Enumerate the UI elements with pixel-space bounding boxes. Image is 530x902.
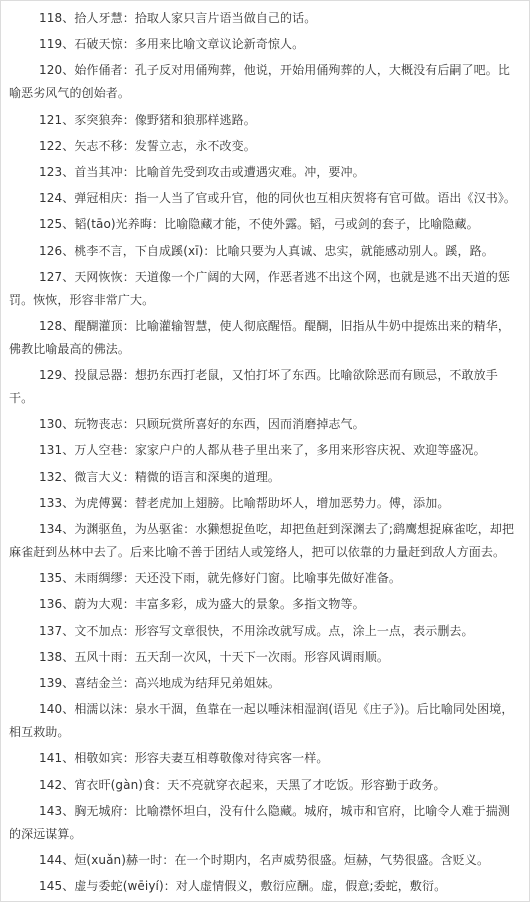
idiom-entry xyxy=(9,466,521,489)
entry-number: 137 xyxy=(39,623,63,638)
idiom-entry xyxy=(9,315,521,361)
entry-number: 125 xyxy=(39,217,63,232)
entry-number: 145 xyxy=(39,879,63,894)
entry-text: 、宵衣旰(gàn)食：天不亮就穿衣起来，天黑了才吃饭。形容勤于政务。 xyxy=(62,777,446,792)
entry-text: 、醍醐灌顶：比喻灌输智慧，使人彻底醒悟。醍醐，旧指从牛奶中提炼出来的精华，佛教比喻最高的佛法。 xyxy=(9,318,510,356)
entry-number: 140 xyxy=(39,702,63,717)
idiom-entry xyxy=(9,875,521,898)
entry-text: 、文不加点：形容写文章很快，不用涂改就写成。点，涂上一点，表示删去。 xyxy=(62,623,474,638)
idiom-entry xyxy=(9,593,521,616)
entry-text: 、烜(xuǎn)赫一时：在一个时期内，名声威势很盛。烜赫，气势很盛。含贬义。 xyxy=(62,852,490,867)
entry-text: 、虚与委蛇(wēiyí)：对人虚情假义，敷衍应酬。虚，假意;委蛇，敷衍。 xyxy=(62,879,447,894)
entry-number: 142 xyxy=(39,777,63,792)
idiom-entry xyxy=(9,849,521,872)
entry-number: 144 xyxy=(39,852,63,867)
entry-number: 136 xyxy=(39,597,63,612)
entry-number: 119 xyxy=(39,37,63,52)
idiom-entry xyxy=(9,187,521,210)
idiom-entry xyxy=(9,800,521,846)
entry-text: 、桃李不言，下自成蹊(xī)：比喻只要为人真诚、忠实，就能感动别人。蹊，路。 xyxy=(62,243,494,258)
idiom-entry xyxy=(9,135,521,158)
entry-text: 、玩物丧志：只顾玩赏所喜好的东西，因而消磨掉志气。 xyxy=(62,417,365,432)
entry-number: 138 xyxy=(39,649,63,664)
entry-text: 、首当其冲：比喻首先受到攻击或遭遇灾难。冲，要冲。 xyxy=(62,164,365,179)
entry-text: 、天网恢恢：天道像一个广阔的大网，作恶者逃不出这个网，也就是逃不出天道的惩罚。恢恢，形容非常广大。 xyxy=(9,269,510,307)
idiom-entry xyxy=(9,567,521,590)
entry-number: 133 xyxy=(39,495,63,510)
entry-number: 122 xyxy=(39,138,63,153)
entry-text: 、相敬如宾：形容夫妻互相尊敬像对待宾客一样。 xyxy=(62,751,329,766)
entry-number: 131 xyxy=(39,443,63,458)
entry-number: 126 xyxy=(39,243,63,258)
idiom-entry xyxy=(9,672,521,695)
entry-text: 、矢志不移：发誓立志，永不改变。 xyxy=(62,138,256,153)
entry-text: 、胸无城府：比喻襟怀坦白，没有什么隐藏。城府，城市和官府，比喻令人难于揣测的深远谋算。 xyxy=(9,803,510,841)
idiom-entry xyxy=(9,240,521,263)
entry-number: 135 xyxy=(39,571,63,586)
entry-text: 、为渊驱鱼，为丛驱雀：水獭想捉鱼吃，却把鱼赶到深渊去了;鹞鹰想捉麻雀吃，却把麻雀赶到丛林中去了。后来比喻不善于团结人或笼络人，把可以依靠的力量赶到敌人方面去。 xyxy=(9,522,515,559)
idiom-entry xyxy=(9,161,521,184)
entry-number: 129 xyxy=(39,368,63,383)
entry-number: 132 xyxy=(39,469,63,484)
entry-text: 、韬(tāo)光养晦：比喻隐藏才能，不使外露。韬，弓或剑的套子，比喻隐藏。 xyxy=(62,217,479,232)
entry-text: 、蔚为大观：丰富多彩，成为盛大的景象。多指文物等。 xyxy=(62,597,365,612)
entry-text: 、拾人牙慧：拾取人家只言片语当做自己的话。 xyxy=(62,11,317,25)
idiom-list xyxy=(1,1,529,898)
idiom-entry xyxy=(9,774,521,797)
idiom-entry xyxy=(9,620,521,643)
entry-number: 139 xyxy=(39,675,63,690)
entry-number: 134 xyxy=(39,522,63,536)
entry-text: 、喜结金兰：高兴地成为结拜兄弟姐妹。 xyxy=(62,675,281,690)
entry-number: 141 xyxy=(39,751,63,766)
idiom-entry xyxy=(9,266,521,312)
idiom-entry xyxy=(9,213,521,236)
entry-text: 、投鼠忌器：想扔东西打老鼠，又怕打坏了东西。比喻欲除恶而有顾忌，不敢放手干。 xyxy=(9,368,498,406)
entry-text: 、为虎傅翼：替老虎加上翅膀。比喻帮助坏人，增加恶势力。傅，添加。 xyxy=(62,495,450,510)
entry-number: 130 xyxy=(39,417,63,432)
idiom-entry xyxy=(9,364,521,410)
idiom-entry xyxy=(9,109,521,132)
entry-text: 、弹冠相庆：指一人当了官或升官，他的同伙也互相庆贺将有官可做。语出《汉书》。 xyxy=(62,191,517,206)
idiom-entry xyxy=(9,7,521,30)
entry-text: 、五风十雨：五天刮一次风，十天下一次雨。形容风调雨顺。 xyxy=(62,649,389,664)
entry-text: 、未雨绸缪：天还没下雨，就先修好门窗。比喻事先做好准备。 xyxy=(62,571,402,586)
idiom-entry xyxy=(9,518,521,564)
entry-text: 、微言大义：精微的语言和深奥的道理。 xyxy=(62,469,281,484)
entry-text: 、万人空巷：家家户户的人都从巷子里出来了，多用来形容庆祝、欢迎等盛况。 xyxy=(62,443,486,458)
entry-number: 121 xyxy=(39,112,63,127)
entry-text: 、始作俑者：孔子反对用俑殉葬，他说，开始用俑殉葬的人，大概没有后嗣了吧。比喻恶劣风气的创始者。 xyxy=(9,63,510,101)
entry-text: 、石破天惊：多用来比喻文章议论新奇惊人。 xyxy=(62,37,305,52)
idiom-entry xyxy=(9,413,521,436)
entry-number: 124 xyxy=(39,191,63,206)
idiom-entry xyxy=(9,33,521,56)
entry-number: 123 xyxy=(39,164,63,179)
idiom-entry xyxy=(9,59,521,105)
idiom-entry xyxy=(9,646,521,669)
entry-number: 118 xyxy=(39,11,63,25)
idiom-entry xyxy=(9,698,521,744)
entry-text: 、相濡以沫：泉水干涸，鱼靠在一起以唾沫相湿润(语见《庄子》)。后比喻同处困境，相互救助。 xyxy=(9,702,514,740)
idiom-entry xyxy=(9,439,521,462)
idiom-entry xyxy=(9,747,521,770)
entry-number: 143 xyxy=(39,803,63,818)
idiom-entry xyxy=(9,492,521,515)
entry-number: 120 xyxy=(39,63,63,78)
entry-number: 127 xyxy=(39,269,63,284)
entry-number: 128 xyxy=(39,318,63,333)
entry-text: 、豕突狼奔：像野猪和狼那样逃路。 xyxy=(62,112,256,127)
